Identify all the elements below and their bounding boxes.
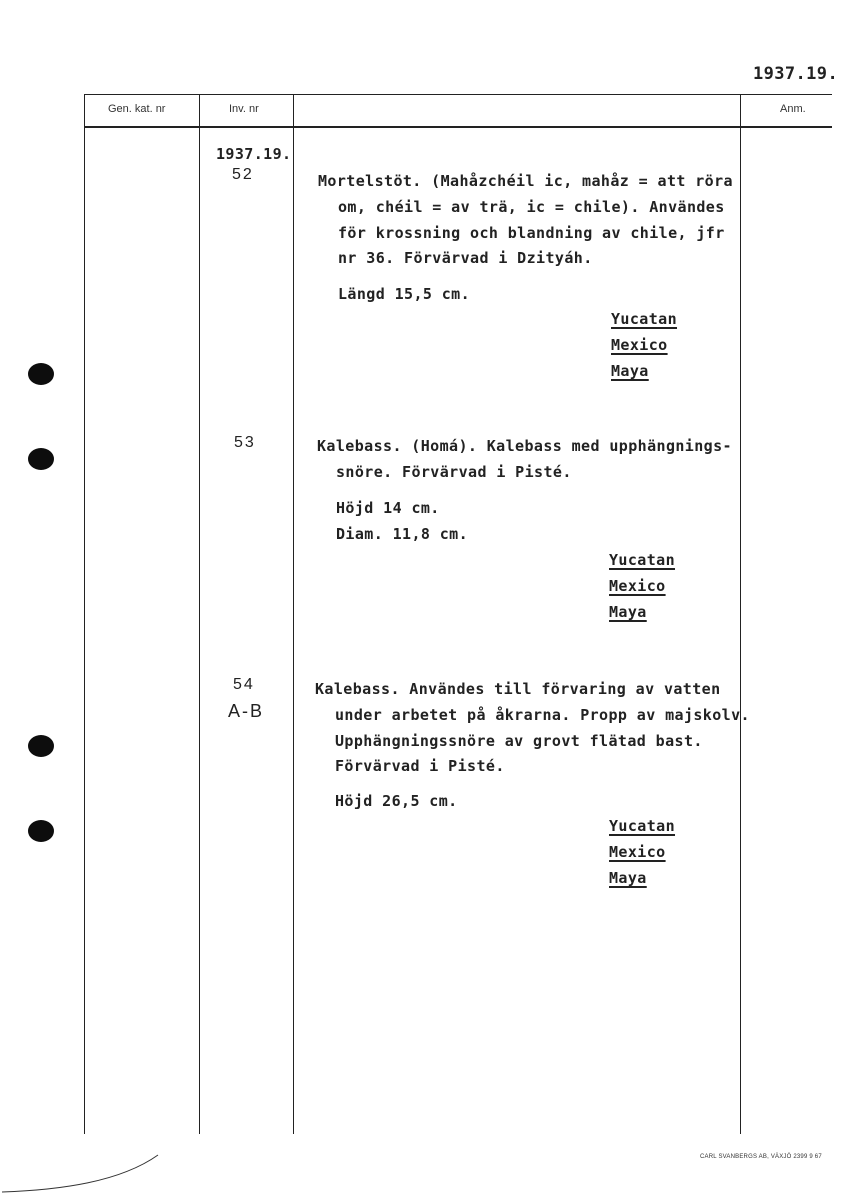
printer-mark: CARL SVANBERGS AB, VÄXJÖ 2399 9 67 [700,1154,822,1160]
entry-54-line-2: under arbetet på åkrarna. Propp av majskolv. [335,706,750,724]
punch-hole-2 [28,448,54,470]
pencil-stroke [0,1150,170,1200]
entry-54-line-1: Kalebass. Användes till förvaring av vatten [315,680,721,698]
header-inv: Inv. nr [229,103,259,115]
header-top-rule [84,94,832,95]
entry-52-place-2: Mexico [611,336,668,354]
column-rule-3 [740,94,741,1134]
column-rule-2 [293,94,294,1134]
entry-54-line-4: Förvärvad i Pisté. [335,757,505,775]
entry-52-place-3: Maya [611,362,649,380]
header-bottom-rule [84,126,832,128]
card-number: 1937.19. [753,64,839,84]
entry-53-line-1: Kalebass. (Homá). Kalebass med upphängnings- [317,437,732,455]
entry-54-line-3: Upphängningssnöre av grovt flätad bast. [335,732,703,750]
punch-hole-3 [28,735,54,757]
entry-53-place-3: Maya [609,603,647,621]
entry-52-line-4: nr 36. Förvärvad i Dzityáh. [338,249,593,267]
entry-54-measure-1: Höjd 26,5 cm. [335,792,458,810]
entry-54-place-2: Mexico [609,843,666,861]
series-label: 1937.19. [216,145,292,163]
punch-hole-4 [28,820,54,842]
entry-52-measure-1: Längd 15,5 cm. [338,285,471,303]
inv-number-54-suffix: A-B [228,701,265,721]
entry-54-place-3: Maya [609,869,647,887]
inv-number-52: 52 [232,166,254,183]
column-rule-1 [199,94,200,1134]
header-anm: Anm. [780,103,806,115]
entry-52-place-1: Yucatan [611,310,678,328]
entry-53-line-2: snöre. Förvärvad i Pisté. [336,463,572,481]
inv-number-54: 54 [233,676,255,693]
entry-53-measure-2: Diam. 11,8 cm. [336,525,469,543]
entry-52-line-3: för krossning och blandning av chile, jfr [338,224,725,242]
entry-53-place-2: Mexico [609,577,666,595]
entry-53-measure-1: Höjd 14 cm. [336,499,440,517]
punch-hole-1 [28,363,54,385]
inv-number-53: 53 [234,434,256,451]
column-rule-left [84,94,85,1134]
header-gen-kat: Gen. kat. nr [108,103,166,115]
entry-54-place-1: Yucatan [609,817,676,835]
entry-52-line-2: om, chéil = av trä, ic = chile). Användes [338,198,725,216]
entry-53-place-1: Yucatan [609,551,676,569]
entry-52-line-1: Mortelstöt. (Mahåzchéil ic, mahåz = att röra [318,172,733,190]
